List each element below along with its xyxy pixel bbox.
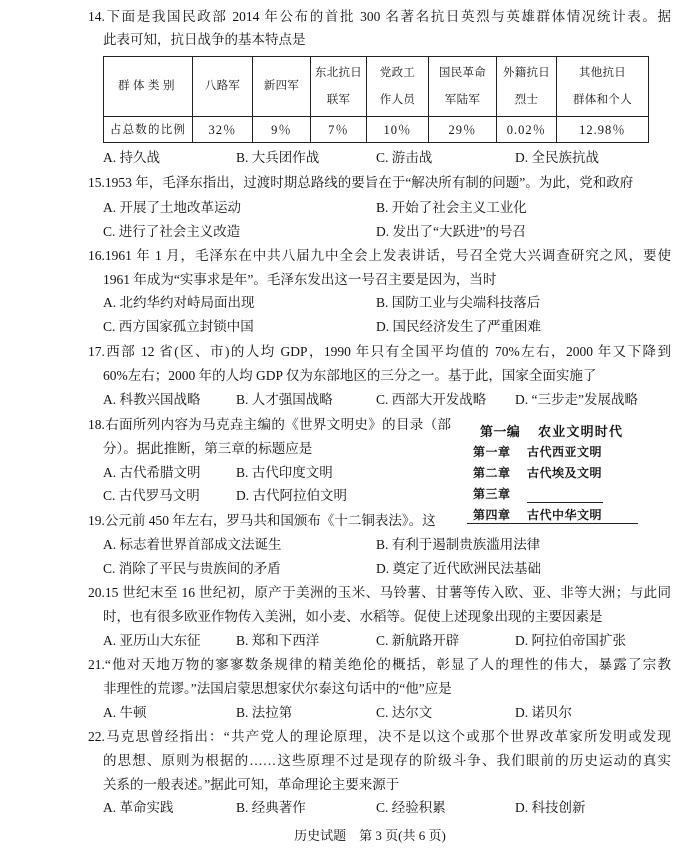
table-cell: 9％ bbox=[253, 117, 311, 143]
column-header bbox=[557, 57, 649, 117]
page-footer: 历史试题 第 3 页(共 6 页) bbox=[294, 828, 446, 843]
option-d: D. 国民经济发生了严重困难 bbox=[376, 319, 541, 334]
row-label: 占总数的比例 bbox=[104, 117, 193, 143]
question-number: 19. bbox=[88, 513, 105, 528]
question-text: 右面所列内容为马克垚主编的《世界文明史》的目录（部 bbox=[104, 417, 451, 432]
option-b: B. 开始了社会主义工业化 bbox=[376, 200, 527, 215]
toc-bottom-rule bbox=[467, 523, 638, 524]
toc-chapter-number: 第一章 bbox=[473, 445, 511, 459]
header-line: 其他抗日 bbox=[578, 66, 627, 79]
question-20-stem-line bbox=[88, 584, 671, 602]
column-header-category bbox=[104, 57, 193, 117]
header-line: 作人员 bbox=[379, 93, 416, 106]
question-20-stem-line: 时，也有很多欧亚作物传入美洲，如小麦、水稻等。促使上述现象出现的主要因素是 bbox=[103, 609, 603, 624]
question-14-stem-line bbox=[88, 8, 671, 26]
column-header bbox=[311, 57, 367, 117]
option-a: A. 北约华约对峙局面出现 bbox=[103, 295, 255, 310]
toc-chapter-title: 古代埃及文明 bbox=[527, 466, 603, 480]
column-header bbox=[429, 57, 497, 117]
question-text: 下面是我国民政部 2014 年公布的首批 300 名著名抗日英烈与英雄群体情况统计表。据 bbox=[104, 9, 671, 24]
toc-chapter-title: 古代中华文明 bbox=[527, 508, 603, 522]
option-a: A. 亚历山大东征 bbox=[103, 633, 201, 648]
question-text: 西部 12 省(区、市)的人均 GDP，1990 年只有全国平均值的 70%左右，2000 年又下降到 bbox=[104, 344, 671, 359]
question-22-stem-line: 关系的一般表述。”据此可知，革命理论主要来源于 bbox=[103, 777, 400, 792]
option-c: C. 进行了社会主义改造 bbox=[103, 224, 241, 239]
header-line: 外籍抗日 bbox=[502, 66, 551, 79]
question-number: 20. bbox=[88, 585, 105, 600]
header-line: 群体类别 bbox=[118, 80, 178, 92]
option-c: C. 经验积累 bbox=[376, 800, 446, 815]
table-cell: 12.98％ bbox=[557, 117, 649, 143]
question-text: 1961 年 1 月，毛泽东在中共八届九中全会上发表讲话，号召全党大兴调查研究之风，要使 bbox=[104, 248, 671, 263]
option-b: B. 古代印度文明 bbox=[236, 465, 333, 480]
column-header bbox=[497, 57, 557, 117]
option-d: D. “三步走”发展战略 bbox=[515, 392, 638, 407]
header-line: 军陆军 bbox=[444, 93, 481, 106]
toc-part-title: 农业文明时代 bbox=[538, 424, 624, 439]
header-line: 烈士 bbox=[514, 93, 539, 106]
table-cell: 10％ bbox=[367, 117, 429, 143]
option-d: D. 古代阿拉伯文明 bbox=[236, 488, 347, 503]
table-cell: 7％ bbox=[311, 117, 367, 143]
column-header bbox=[367, 57, 429, 117]
question-text: 马克思曾经指出：“共产党人的理论原理，决不是以这个或那个世界改革家所发明或发现 bbox=[104, 729, 671, 744]
option-a: A. 持久战 bbox=[103, 150, 160, 165]
question-16-stem-line: 1961 年成为“实事求是年”。毛泽东发出这一号召主要是因为，当时 bbox=[103, 272, 497, 287]
table-cell: 32％ bbox=[193, 117, 253, 143]
option-a: A. 标志着世界首部成文法诞生 bbox=[103, 537, 282, 552]
question-text: 公元前 450 年左右，罗马共和国颁布《十二铜表法》。这 bbox=[104, 513, 436, 528]
header-line: 东北抗日 bbox=[314, 66, 363, 79]
option-d: D. 阿拉伯帝国扩张 bbox=[515, 633, 626, 648]
option-c: C. 新航路开辟 bbox=[376, 633, 460, 648]
header-line: 八路军 bbox=[204, 80, 241, 92]
question-number: 21. bbox=[88, 657, 105, 672]
question-text: 15 世纪末至 16 世纪初，原产于美洲的玉米、马铃薯、甘薯等传入欧、亚、非等大洲；与此同 bbox=[104, 585, 671, 600]
table-cell: 0.02％ bbox=[497, 117, 557, 143]
option-d: D. 奠定了近代欧洲民法基础 bbox=[376, 561, 541, 576]
question-22-stem-line: 的思想、原则为根据的……这些原理不过是现存的阶级斗争、我们眼前的历史运动的真实 bbox=[103, 753, 671, 768]
header-line: 新四军 bbox=[263, 80, 300, 92]
toc-chapter-number: 第二章 bbox=[473, 466, 511, 480]
column-header bbox=[253, 57, 311, 117]
question-16-stem-line bbox=[88, 247, 671, 265]
option-b: B. 有利于遏制贵族滥用法律 bbox=[376, 537, 541, 552]
toc-blank-line bbox=[527, 502, 603, 503]
question-21-stem-line bbox=[88, 656, 671, 674]
option-a: A. 牛顿 bbox=[103, 705, 147, 720]
question-text: “他对天地万物的寥寥数条规律的精美绝伦的概括，彰显了人的理性的伟大，暴露了宗教 bbox=[104, 657, 671, 672]
toc-part-number: 第一编 bbox=[480, 424, 521, 439]
option-c: C. 达尔文 bbox=[376, 705, 433, 720]
option-b: B. 经典著作 bbox=[236, 800, 306, 815]
toc-chapter-title: 古代西亚文明 bbox=[527, 445, 603, 459]
question-14-stem-line: 此表可知，抗日战争的基本特点是 bbox=[103, 32, 306, 47]
header-line: 党政工 bbox=[379, 66, 416, 79]
option-c: C. 游击战 bbox=[376, 150, 433, 165]
option-b: B. 人才强国战略 bbox=[236, 392, 333, 407]
option-c: C. 西部大开发战略 bbox=[376, 392, 487, 407]
question-number: 22. bbox=[88, 729, 105, 744]
question-21-stem-line: 非理性的荒谬。”法国启蒙思想家伏尔泰这句话中的“他”应是 bbox=[103, 681, 452, 696]
header-line: 群体和个人 bbox=[573, 93, 632, 106]
option-a: A. 古代希腊文明 bbox=[103, 465, 201, 480]
option-b: B. 国防工业与尖端科技落后 bbox=[376, 295, 541, 310]
option-a: A. 开展了土地改革运动 bbox=[103, 200, 241, 215]
header-line: 联军 bbox=[326, 93, 351, 106]
toc-chapter-number: 第三章 bbox=[473, 487, 511, 501]
table-of-contents-figure bbox=[467, 420, 638, 524]
option-a: A. 科教兴国战略 bbox=[103, 392, 201, 407]
option-b: B. 郑和下西洋 bbox=[236, 633, 320, 648]
table-row bbox=[104, 117, 649, 143]
question-18-stem-line: 分）。据此推断，第三章的标题应是 bbox=[103, 441, 313, 456]
question-17-stem-line bbox=[88, 343, 671, 361]
question-number: 16. bbox=[88, 248, 105, 263]
option-c: C. 古代罗马文明 bbox=[103, 488, 200, 503]
question-number: 18. bbox=[88, 417, 105, 432]
question-number: 14. bbox=[88, 9, 105, 24]
question-number: 15. bbox=[88, 175, 105, 190]
option-d: D. 科技创新 bbox=[515, 800, 586, 815]
question-text: 1953 年，毛泽东指出，过渡时期总路线的要旨在于“解决所有制的问题”。为此，党和政府 bbox=[104, 175, 634, 190]
question-22-stem-line bbox=[88, 728, 671, 746]
option-d: D. 发出了“大跃进”的号召 bbox=[376, 224, 526, 239]
option-d: D. 全民族抗战 bbox=[515, 150, 599, 165]
option-a: A. 革命实践 bbox=[103, 800, 174, 815]
header-line: 国民革命 bbox=[438, 66, 487, 79]
hero-statistics-table bbox=[103, 56, 649, 143]
option-c: C. 消除了平民与贵族间的矛盾 bbox=[103, 561, 281, 576]
question-15-stem-line bbox=[88, 174, 671, 192]
option-b: B. 法拉第 bbox=[236, 705, 293, 720]
question-19-stem-line bbox=[88, 512, 458, 530]
table-cell: 29％ bbox=[429, 117, 497, 143]
question-18-stem-line bbox=[88, 416, 451, 434]
question-17-stem-line: 60%左右；2000 年的人均 GDP 仅为东部地区的三分之一。基于此，国家全面实施了 bbox=[103, 368, 597, 383]
option-b: B. 大兵团作战 bbox=[236, 150, 320, 165]
toc-chapter-number: 第四章 bbox=[473, 508, 511, 522]
question-number: 17. bbox=[88, 344, 105, 359]
table-header-row bbox=[104, 57, 649, 117]
option-d: D. 诺贝尔 bbox=[515, 705, 572, 720]
column-header bbox=[193, 57, 253, 117]
option-c: C. 西方国家孤立封锁中国 bbox=[103, 319, 254, 334]
